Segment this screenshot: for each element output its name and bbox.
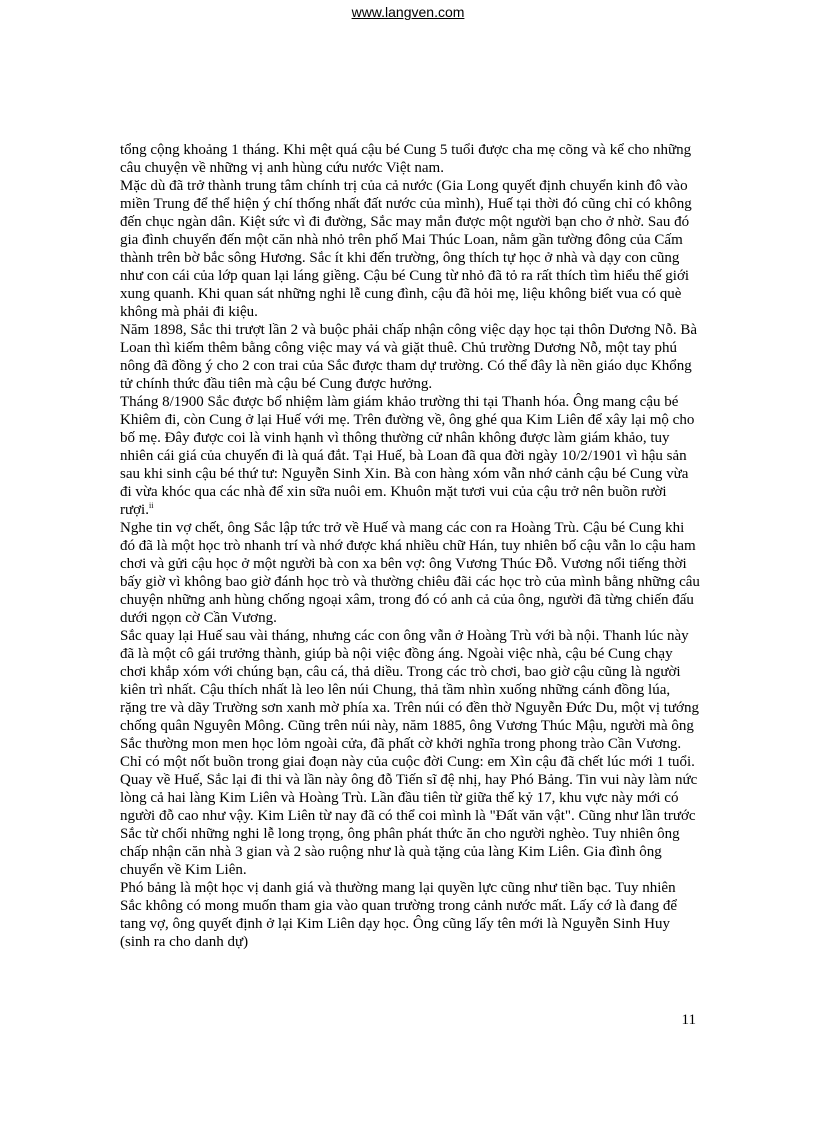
site-url-link[interactable]: www.langven.com	[351, 4, 465, 20]
paragraph-7: Quay về Huế, Sắc lại đi thi và lần này ông đỗ Tiến sĩ đệ nhị, hay Phó Bảng. Tin vui này làm nức lòng cả hai làng Kim Liên và Hoàng Trù. Lần đầu tiên từ giữa thế kỷ 17, khu vực này mới có người đỗ cao như vậy. Kim Liên từ nay đã có thể coi mình là "Đất văn vật". Cũng như lần trước Sắc từ chối những nghi lễ long trọng, ông phân phát thức ăn cho người nghèo. Tuy nhiên ông chấp nhận căn nhà 3 gian và 2 sào ruộng như là quà tặng của làng Kim Liên. Gia đình ông chuyển về Kim Liên.	[120, 772, 698, 878]
paragraph-3: Năm 1898, Sắc thi trượt lần 2 và buộc phải chấp nhận công việc dạy học tại thôn Dương Nỗ. Bà Loan thì kiếm thêm bằng công việc may vá và giặt thuê. Chủ trường Dương Nỗ, một tay phú nông đã đồng ý cho 2 con trai của Sắc được tham dự trường. Có thể đây là nền giáo dục Khổng tử chính thức đầu tiên mà cậu bé Cung được hưởng.	[120, 322, 697, 392]
paragraph-2: Mặc dù đã trở thành trung tâm chính trị của cả nước (Gia Long quyết định chuyển kinh đô vào miền Trung để thể hiện ý chí thống nhất đất nước của mình), Huế tại thời đó cũng chỉ có không đến chục ngàn dân. Kiệt sức vì đi đường, Sắc may mắn được một người bạn cho ở nhờ. Sau đó gia đình chuyển đến một căn nhà nhỏ trên phố Mai Thúc Loan, nằm gần tường đông của Cấm thành trên bờ bắc sông Hương. Sắc ít khi đến trường, ông thích tự học ở nhà và dạy con cũng như con cái của lớp quan lại láng giềng. Cậu bé Cung từ nhỏ đã tỏ ra rất thích tìm hiểu thế giới xung quanh. Khi quan sát những nghi lễ cung đình, cậu đã hỏi mẹ, liệu không biết vua có què không mà phải đi kiệu.	[120, 178, 692, 320]
paragraph-1: tổng cộng khoảng 1 tháng. Khi mệt quá cậu bé Cung 5 tuổi được cha mẹ cõng và kể cho những câu chuyện về những vị anh hùng cứu nước Việt nam.	[120, 142, 692, 176]
paragraph-4-text: Tháng 8/1900 Sắc được bổ nhiệm làm giám khảo trường thi tại Thanh hóa. Ông mang cậu bé Khiêm đi, còn Cung ở lại Huế với mẹ. Trên đường về, ông ghé qua Kim Liên để xây lại mộ cho bố mẹ. Đây được coi là vinh hạnh vì thông thường cử nhân không được làm giám khảo, tuy nhiên cái giá của chuyến đi là quá đắt. Tại Huế, bà Loan đã qua đời ngày 10/2/1901 vì hậu sản sau khi sinh cậu bé thứ tư: Nguyễn Sinh Xin. Bà con hàng xóm vẫn nhớ cảnh cậu bé Cung vừa đi vừa khóc qua các nhà để xin sữa nuôi em. Khuôn mặt tươi vui của cậu trở nên buồn rười rượi.	[120, 394, 695, 518]
paragraph-4	[120, 393, 700, 519]
paragraph-8: Phó bảng là một học vị danh giá và thường mang lại quyền lực cũng như tiền bạc. Tuy nhiên Sắc không có mong muốn tham gia vào quan trường trong cảnh nước mất. Lấy cớ là đang để tang vợ, ông quyết định ở lại Kim Liên dạy học. Ông cũng lấy tên mới là Nguyễn Sinh Huy (sinh ra cho danh dự)	[120, 880, 677, 950]
document-body	[120, 141, 700, 951]
paragraph-5: Nghe tin vợ chết, ông Sắc lập tức trở về Huế và mang các con ra Hoàng Trù. Cậu bé Cung khi đó đã là một học trò nhanh trí và nhớ được khá nhiều chữ Hán, tuy nhiên bố cậu vẫn lo cậu ham chơi và gửi cậu học ở một người bà con xa bên vợ: ông Vương Thúc Đỗ. Vương nổi tiếng thời bấy giờ vì không bao giờ đánh học trò và thường chiêu đãi các học trò của mình bằng những câu chuyện những anh hùng chống ngoại xâm, trong đó có anh cả của ông, người đã từng chiến đấu dưới ngọn cờ Cần Vương.	[120, 520, 700, 626]
page-number: 11	[681, 1012, 696, 1028]
paragraph-6: Sắc quay lại Huế sau vài tháng, nhưng các con ông vẫn ở Hoàng Trù với bà nội. Thanh lúc này đã là một cô gái trưởng thành, giúp bà nội việc đồng áng. Ngoài việc nhà, cậu bé Cung chạy chơi khắp xóm với chúng bạn, câu cá, thả diều. Trong các trò chơi, bao giờ cậu cũng là người kiên trì nhất. Cậu thích nhất là leo lên núi Chung, thả tầm nhìn xuống những cánh đồng lúa, rặng tre và dãy Trường sơn xanh mờ phía xa. Trên núi có đền thờ Nguyễn Đức Du, một vị tướng chống quân Nguyên Mông. Cũng trên núi này, năm 1885, ông Vương Thúc Mậu, người mà ông Sắc thường mon men học lỏm ngoài cửa, đã phất cờ khởi nghĩa trong phong trào Cần Vương. Chỉ có một nốt buồn trong giai đoạn này của cuộc đời Cung: em Xìn cậu đã chết lúc mới 1 tuổi.	[120, 628, 699, 770]
footnote-marker[interactable]: ii	[148, 501, 154, 510]
